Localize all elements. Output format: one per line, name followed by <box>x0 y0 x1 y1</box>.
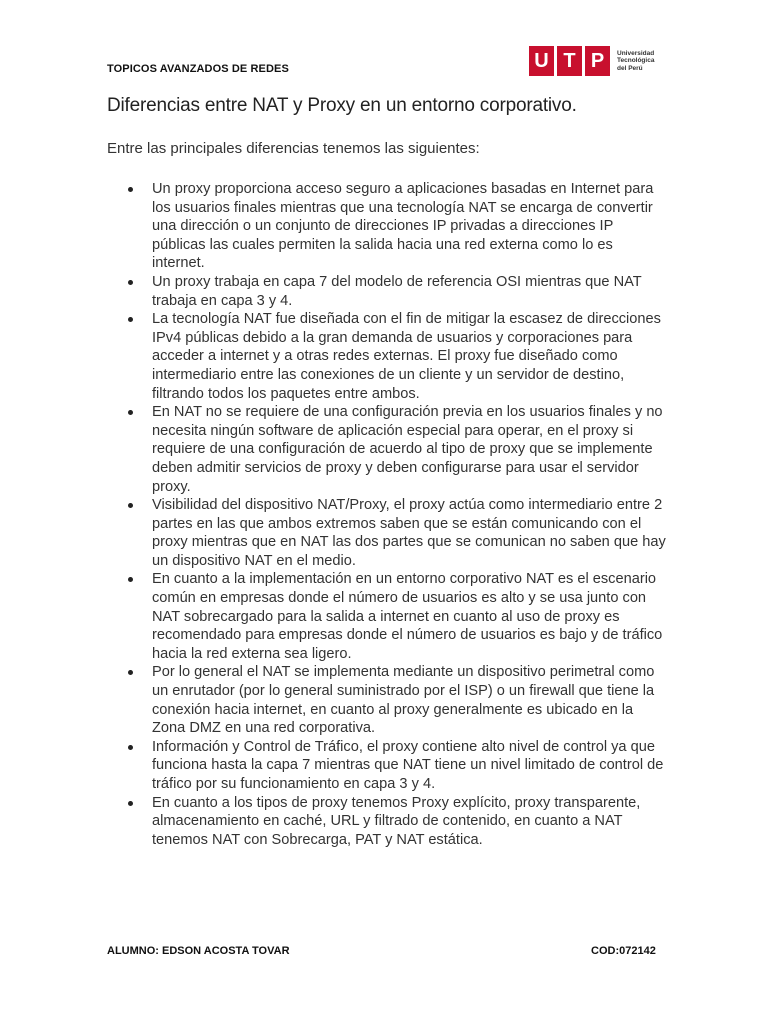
bullet-icon <box>128 577 133 582</box>
bullet-icon <box>128 801 133 806</box>
list-item-text: Visibilidad del dispositivo NAT/Proxy, el proxy actúa como intermediario entre 2 partes en las que ambos extremos saben que se están comunicando con el proxy mientras que en NAT las dos partes que se comunican no saben que hay un dispositivo NAT en el medio. <box>152 497 666 569</box>
utp-logo <box>529 45 667 77</box>
differences-list <box>107 180 667 849</box>
list-item <box>107 570 667 663</box>
list-item-text: La tecnología NAT fue diseñada con el fin de mitigar la escasez de direcciones IPv4 públicas debido a la gran demanda de usuarios y corporaciones para acceder a internet y a otras redes externas. El proxy fue diseñado como intermediario entre las conexiones de un cliente y un servidor de destino, filtrando todos los paquetes entre ambos. <box>152 311 661 402</box>
list-item <box>107 180 667 273</box>
list-item <box>107 403 667 496</box>
document-title: Diferencias entre NAT y Proxy en un entorno corporativo. <box>107 95 577 116</box>
logo-text-line2: Tecnológica <box>617 57 655 65</box>
bullet-icon <box>128 745 133 750</box>
student-code: COD:072142 <box>591 945 656 957</box>
list-item <box>107 310 667 403</box>
bullet-icon <box>128 410 133 415</box>
student-name: ALUMNO: EDSON ACOSTA TOVAR <box>107 945 290 957</box>
logo-letter-p: P <box>585 46 610 76</box>
intro-paragraph: Entre las principales diferencias tenemos las siguientes: <box>107 140 480 157</box>
logo-university-name <box>617 50 667 73</box>
list-item-text: Información y Control de Tráfico, el proxy contiene alto nivel de control ya que funciona hasta la capa 7 mientras que NAT tiene un nivel limitado de control de tráfico por su funcionamiento en capa 3 y 4. <box>152 738 664 792</box>
course-header: TOPICOS AVANZADOS DE REDES <box>107 63 289 75</box>
list-item <box>107 794 667 850</box>
list-item-text: Por lo general el NAT se implementa mediante un dispositivo perimetral como un enrutador (por lo general suministrado por el ISP) o un firewall que tiene la conexión hacia internet, en cuanto al proxy generalmente es ubicado en la Zona DMZ en una red corporativa. <box>152 664 655 737</box>
list-item <box>107 738 667 794</box>
list-item <box>107 496 667 570</box>
logo-letter-t: T <box>557 46 582 76</box>
list-item <box>107 273 667 310</box>
bullet-icon <box>128 187 133 192</box>
list-item-text: Un proxy proporciona acceso seguro a aplicaciones basadas en Internet para los usuarios finales mientras que una tecnología NAT se encarga de convertir una dirección o un conjunto de direcciones IP privadas a direcciones IP públicas las cuales permiten la salida hacia una red externa como lo es internet. <box>152 181 654 272</box>
list-item <box>107 663 667 737</box>
bullet-icon <box>128 280 133 285</box>
logo-letter-u: U <box>529 46 554 76</box>
logo-text-line3: del Perú <box>617 64 643 72</box>
bullet-icon <box>128 670 133 675</box>
bullet-icon <box>128 317 133 322</box>
list-item-text: En cuanto a los tipos de proxy tenemos Proxy explícito, proxy transparente, almacenamiento en caché, URL y filtrado de contenido, en cuanto a NAT tenemos NAT con Sobrecarga, PAT y NAT estática. <box>152 794 641 848</box>
list-item-text: En cuanto a la implementación en un entorno corporativo NAT es el escenario común en empresas donde el número de usuarios es alto y se usa junto con NAT sobrecargado para la salida a internet en cuanto al uso de proxy es recomendado para empresas donde el número de usuarios es bajo y de tráfico hacia la red externa sea ligero. <box>152 571 663 662</box>
list-item-text: Un proxy trabaja en capa 7 del modelo de referencia OSI mientras que NAT trabaja en capa 3 y 4. <box>152 273 642 309</box>
list-item-text: En NAT no se requiere de una configuración previa en los usuarios finales y no necesita ningún software de aplicación especial para operar, en el proxy si requiere de una configuración de acuerdo al tipo de proxy que se implemente deben admitir servicios de proxy y deben configurarse para usar el servidor proxy. <box>152 404 663 495</box>
logo-text-line1: Universidad <box>617 49 655 57</box>
bullet-icon <box>128 503 133 508</box>
